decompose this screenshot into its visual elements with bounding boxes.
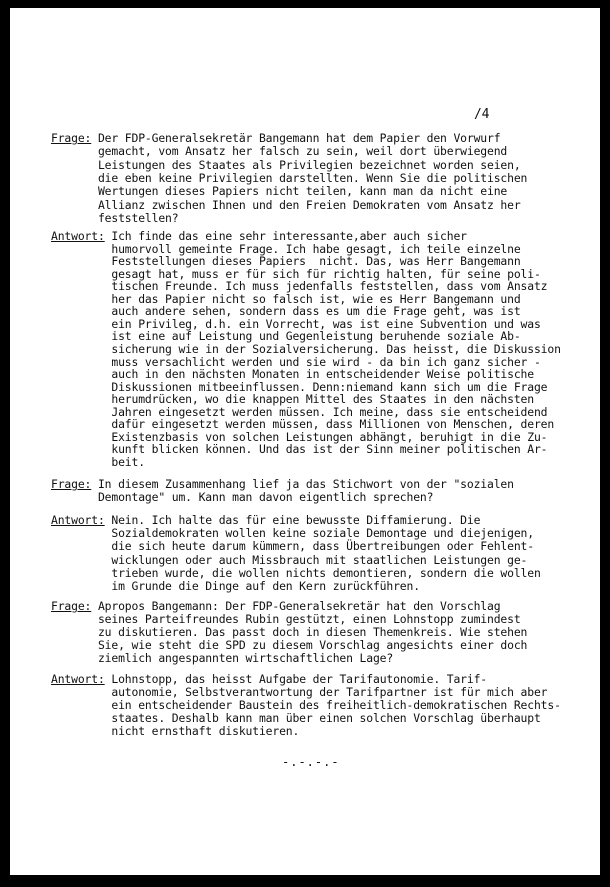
scan-border-right — [600, 0, 610, 887]
block-line: Jahren eingesetzt werden müssen. Ich meine, dass sie entscheidend — [51, 404, 548, 419]
block-line: Allianz zwischen Ihnen und den Freien Demokraten vom Ansatz her — [51, 197, 521, 212]
block-line: trieben wurde, die wollen nichts demontieren, sondern die wollen — [51, 565, 541, 580]
block-line: dafür eingesetzt werden müssen, dass Millionen von Menschen, deren — [51, 417, 555, 432]
block-line: Frage: Apropos Bangemann: Der FDP-Generalsekretär hat den Vorschlag — [51, 599, 501, 613]
block-line: Antwort: Ich finde das eine sehr interessante,aber auch sicher — [51, 229, 467, 243]
block-line: gemacht, vom Ansatz her falsch zu sein, weil dort überwiegend — [51, 144, 508, 159]
block-line: Sozialdemokraten wollen keine soziale Demontage und diejenigen, — [51, 526, 534, 541]
block-line: im Grunde die Dinge auf den Kern zurückführen. — [51, 579, 420, 593]
block-line: Frage: Der FDP-Generalsekretär Bangemann hat dem Papier den Vorwurf — [51, 131, 501, 145]
block-line: gesagt hat, muss er für sich für richtig halten, für seine poli- — [51, 266, 541, 281]
block-line: die sich heute darum kümmern, dass Übertreibungen oder Fehlent- — [51, 539, 534, 554]
speaker-label: Antwort: — [51, 513, 105, 527]
scan-border-top — [0, 0, 610, 8]
block-line: tischen Freunde. Ich muss jedenfalls feststellen, dass vom Ansatz — [51, 279, 548, 294]
block-line: humorvoll gemeinte Frage. Ich habe gesagt, ich teile einzelne — [51, 241, 521, 256]
block-line: Diskussionen mitbeeinflussen. Denn:niemand kann sich um die Frage — [51, 379, 548, 394]
block-line: die eben keine Privilegien darstellten. Wenn Sie die politischen — [51, 170, 528, 185]
block-line: ziemlich angespannten wirtschaftlichen Lage? — [51, 651, 394, 665]
block-line: beit. — [51, 454, 145, 469]
block-line: Frage: In diesem Zusammenhang lief ja das Stichwort von der "sozialen — [51, 477, 514, 491]
end-marker: -.-.-.- — [282, 755, 340, 769]
block-line: Demontage" um. Kann man davon eigentlich sprechen? — [51, 490, 434, 504]
speaker-label: Frage: — [51, 131, 92, 145]
block-line: kunft blicken können. Und das ist der Sinn meiner politischen Ar- — [51, 442, 548, 457]
block-line: Antwort: Lohnstopp, das heisst Aufgabe der Tarifautonomie. Tarif- — [51, 672, 488, 686]
block-line: autonomie, Selbstverantwortung der Tarifpartner ist für mich aber — [51, 685, 548, 699]
block-line: sicherung wie in der Sozialversicherung. Das heisst, die Diskussion — [51, 341, 561, 356]
page-number: /4 — [474, 107, 490, 122]
block-line: Antwort: Nein. Ich halte das für eine bewusste Diffamierung. Die — [51, 513, 481, 527]
scan-border-left — [0, 0, 10, 887]
block-line: staates. Deshalb kann man über einen solchen Vorschlag überhaupt — [51, 711, 541, 725]
block-line: ein Privileg, d.h. ein Vorrecht, was ist eine Subvention und was — [51, 316, 541, 331]
block-line: ist eine auf Leistung und Gegenleistung beruhende soziale Ab- — [51, 329, 521, 344]
block-line: muss versachlicht werden und sie wird - da bin ich ganz sicher - — [51, 354, 541, 369]
block-line: seines Parteifreundes Rubin gestützt, einen Lohnstopp zumindest — [51, 612, 521, 626]
block-line: ein entscheidender Baustein des freiheitlich-demokratischen Rechts- — [51, 698, 561, 712]
block-line: Leistungen des Staates als Privilegien bezeichnet worden seien, — [51, 157, 521, 172]
block-line: wicklungen oder auch Missbrauch mit staatlichen Leistungen ge- — [51, 552, 528, 567]
block-line: zu diskutieren. Das passt doch in diesen Themenkreis. Wie stehen — [51, 625, 528, 639]
speaker-label: Frage: — [51, 599, 92, 613]
block-line: Wertungen dieses Papiers nicht teilen, kann man da nicht eine — [51, 184, 508, 199]
block-line: Existenzbasis von solchen Leistungen abhängt, beruhigt in die Zu- — [51, 429, 548, 444]
speaker-label: Antwort: — [51, 672, 105, 686]
block-line: her das Papier nicht so falsch ist, wie es Herr Bangemann und — [51, 291, 521, 306]
speaker-label: Antwort: — [51, 229, 105, 243]
block-line: feststellen? — [51, 210, 179, 225]
block-line: auch in den nächsten Monaten in entscheidender Weise politische — [51, 367, 534, 382]
block-line: Feststellungen dieses Papiers nicht. Das, was Herr Bangemann — [51, 254, 521, 269]
block-line: herumdrücken, wo die knappen Mittel des Staates in den nächsten — [51, 392, 534, 407]
block-line: Sie, wie steht die SPD zu diesem Vorschlag angesichts einer doch — [51, 638, 528, 652]
block-line: auch andere sehen, sondern dass es um die Frage geht, was ist — [51, 304, 521, 319]
speaker-label: Frage: — [51, 477, 92, 491]
block-line: nicht ernsthaft diskutieren. — [51, 724, 300, 738]
scan-border-bottom — [0, 875, 610, 887]
